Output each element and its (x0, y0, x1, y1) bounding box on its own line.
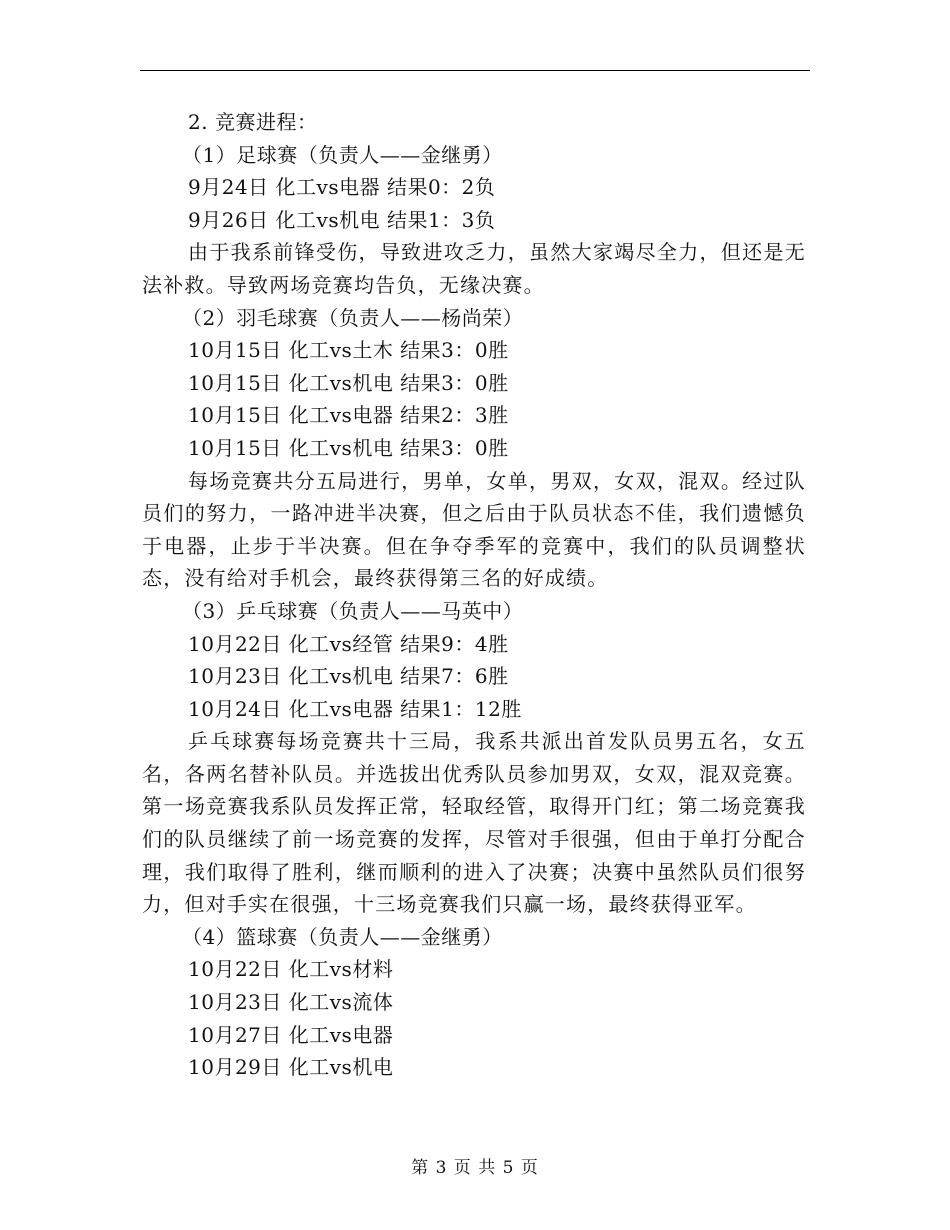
match-line: 10月15日 化工vs机电 结果3：0胜 (188, 370, 509, 395)
match-line: 10月29日 化工vs机电 (188, 1055, 394, 1080)
match-line: 10月27日 化工vs电器 (188, 1022, 394, 1047)
document-body (142, 106, 806, 1084)
section-heading-basketball: （4）篮球赛（负责人——金继勇） (182, 924, 503, 949)
match-line: 10月15日 化工vs机电 结果3：0胜 (188, 435, 509, 460)
match-line: 10月24日 化工vs电器 结果1：12胜 (188, 696, 522, 721)
section-paragraph-table-tennis: 乒乓球赛每场竞赛共十三局，我系共派出首发队员男五名，女五名，各两名替补队员。并选拔出优秀队员参加男双，女双，混双竞赛。第一场竞赛我系队员发挥正常，轻取经管，取得开门红；第二场竞赛我们的队员继续了前一场竞赛的发挥，尽管对手很强，但由于单打分配合理，我们取得了胜利，继而顺利的进入了决赛；决赛中虽然队员们很努力，但对手实在很强，十三场竞赛我们只赢一场，最终获得亚军。 (142, 729, 806, 917)
section-title: 2. 竞赛进程： (188, 110, 318, 134)
section-heading-badminton: （2）羽毛球赛（负责人——杨尚荣） (182, 305, 524, 330)
section-paragraph-badminton: 每场竞赛共分五局进行，男单，女单，男双，女双，混双。经过队员们的努力，一路冲进半决赛，但之后由于队员状态不佳，我们遗憾负于电器，止步于半决赛。但在争夺季军的竞赛中，我们的队员调整状态，没有给对手机会，最终获得第三名的好成绩。 (142, 468, 806, 591)
header-rule (140, 70, 810, 71)
section-heading-table-tennis: （3）乒乓球赛（负责人——马英中） (182, 598, 524, 623)
match-line: 10月23日 化工vs机电 结果7：6胜 (188, 664, 509, 689)
match-line: 10月23日 化工vs流体 (188, 990, 394, 1015)
page-footer (0, 1153, 950, 1178)
match-line: 9月24日 化工vs电器 结果0：2负 (188, 175, 496, 200)
match-line: 9月26日 化工vs机电 结果1：3负 (188, 207, 496, 232)
match-line: 10月22日 化工vs材料 (188, 957, 394, 982)
match-line: 10月15日 化工vs电器 结果2：3胜 (188, 403, 509, 428)
match-line: 10月15日 化工vs土木 结果3：0胜 (188, 338, 509, 363)
section-heading-football: （1）足球赛（负责人——金继勇） (182, 142, 503, 167)
match-line: 10月22日 化工vs经管 结果9：4胜 (188, 631, 509, 656)
page-number: 第 3 页 共 5 页 (411, 1158, 539, 1178)
section-paragraph-football: 由于我系前锋受伤，导致进攻乏力，虽然大家竭尽全力，但还是无法补救。导致两场竞赛均告负，无缘决赛。 (142, 240, 806, 297)
